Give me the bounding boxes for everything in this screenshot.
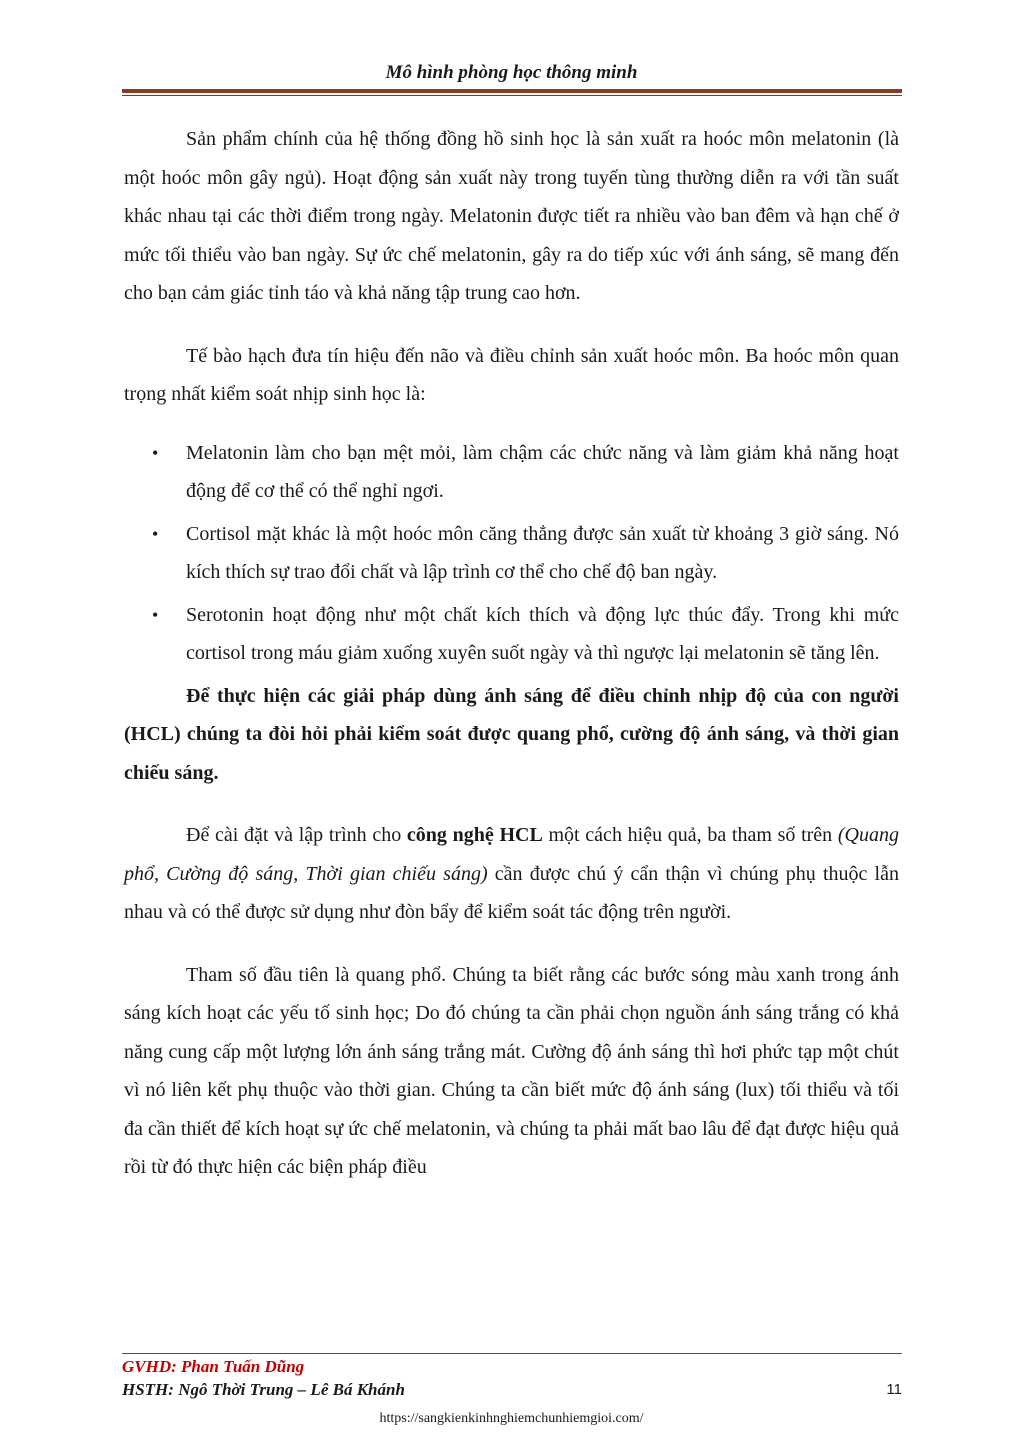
page-number: 11	[886, 1381, 902, 1398]
list-item: • Serotonin hoạt động như một chất kích thích và động lực thúc đẩy. Trong khi mức cortisol trong máu giảm xuống xuyên suốt ngày và thì ngược lại melatonin sẽ tăng lên.	[124, 596, 899, 673]
paragraph-hcl-bold: Để thực hiện các giải pháp dùng ánh sáng để điều chỉnh nhịp độ của con người (HCL) chúng ta đòi hỏi phải kiểm soát được quang phổ, cường độ ánh sáng, và thời gian chiếu sáng.	[124, 684, 899, 784]
list-item: • Cortisol mặt khác là một hoóc môn căng thẳng được sản xuất từ khoảng 3 giờ sáng. Nó kích thích sự trao đổi chất và lập trình cơ thể cho chế độ ban ngày.	[124, 515, 899, 592]
footer-url: https://sangkienkinhnghiemchunhiemgioi.com/	[379, 1411, 644, 1426]
list-item: • Melatonin làm cho bạn mệt mỏi, làm chậm các chức năng và làm giảm khả năng hoạt động để cơ thể có thể nghỉ ngơi.	[124, 434, 899, 511]
hormone-list	[124, 434, 899, 673]
header-rule	[122, 89, 902, 93]
text-run-bold: công nghệ HCL	[406, 824, 543, 846]
document-body	[124, 120, 899, 1187]
paragraph-melatonin: Sản phẩm chính của hệ thống đồng hồ sinh học là sản xuất ra hoóc môn melatonin (là một hoóc môn gây ngủ). Hoạt động sản xuất này trong tuyến tùng thường diễn ra với tần suất khác nhau tại các thời điểm trong ngày. Melatonin được tiết ra nhiều vào ban đêm và hạn chế ở mức tối thiểu vào ban ngày. Sự ức chế melatonin, gây ra do tiếp xúc với ánh sáng, sẽ mang đến cho bạn cảm giác tỉnh táo và khả năng tập trung cao hơn.	[124, 128, 899, 304]
footer-rule	[122, 1353, 902, 1354]
footer-gvhd: GVHD: Phan Tuấn Dũng	[122, 1357, 305, 1376]
text-run: một cách hiệu quả, ba tham số trên	[542, 824, 838, 846]
text-run-italic: (Quang phổ, Cường độ sáng, Thời gian chiếu sáng)	[124, 824, 899, 885]
text-run: cần được chú ý cẩn thận vì chúng phụ thuộc lẫn nhau và có thể được sử dụng như đòn bẩy để kiểm soát tác động trên người.	[124, 862, 899, 923]
header-rule-thin	[122, 95, 902, 96]
paragraph-hcl-setup	[124, 816, 899, 932]
header-title: Mô hình phòng học thông minh	[385, 62, 638, 83]
paragraph-spectrum: Tham số đầu tiên là quang phổ. Chúng ta biết rằng các bước sóng màu xanh trong ánh sáng kích hoạt các yếu tố sinh học; Do đó chúng ta cần phải chọn nguồn ánh sáng trắng có khả năng cung cấp một lượng lớn ánh sáng trắng mát. Cường độ ánh sáng thì hơi phức tạp một chút vì nó liên kết phụ thuộc vào thời gian. Chúng ta cần biết mức độ ánh sáng (lux) tối thiểu và tối đa cần thiết để kích hoạt sự ức chế melatonin, và chúng ta phải mất bao lâu để đạt được hiệu quả rồi từ đó thực hiện các biện pháp điều	[124, 963, 899, 1178]
text-run: Để cài đặt và lập trình cho	[186, 824, 407, 846]
footer-hsth: HSTH: Ngô Thời Trung – Lê Bá Khánh	[122, 1380, 405, 1399]
paragraph-hormones: Tế bào hạch đưa tín hiệu đến não và điều chỉnh sản xuất hoóc môn. Ba hoóc môn quan trọng nhất kiểm soát nhịp sinh học là:	[124, 344, 899, 405]
